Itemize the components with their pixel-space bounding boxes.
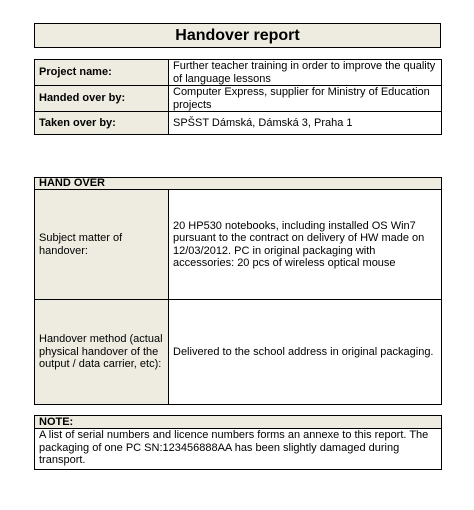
note-table xyxy=(34,415,442,470)
table-row xyxy=(35,429,442,470)
handover-table xyxy=(34,177,442,405)
handover-heading: HAND OVER xyxy=(35,178,442,190)
subject-matter-value: 20 HP530 notebooks, including installed OS Win7 pursuant to the contract on delivery of HW made on 12/03/2012. PC in original packaging with accessories: 20 pcs of wireless optical mouse xyxy=(169,190,442,300)
project-info-table xyxy=(34,59,442,135)
taken-over-by-label: Taken over by: xyxy=(35,112,169,135)
handed-over-by-value: Computer Express, supplier for Ministry of Education projects xyxy=(169,86,442,112)
project-name-label: Project name: xyxy=(35,60,169,86)
taken-over-by-value: SPŠST Dámská, Dámská 3, Praha 1 xyxy=(169,112,442,135)
project-name-value: Further teacher training in order to improve the quality of language lessons xyxy=(169,60,442,86)
note-heading: NOTE: xyxy=(35,416,442,429)
table-row xyxy=(35,416,442,429)
table-row xyxy=(35,178,442,190)
handover-method-value: Delivered to the school address in original packaging. xyxy=(169,300,442,405)
note-text: A list of serial numbers and licence numbers forms an annexe to this report. The packaging of one PC SN:123456888AA has been slightly damaged during transport. xyxy=(35,429,442,470)
table-row xyxy=(35,300,442,405)
table-row xyxy=(35,86,442,112)
report-title: Handover report xyxy=(34,23,441,48)
table-row xyxy=(35,60,442,86)
table-row xyxy=(35,112,442,135)
handed-over-by-label: Handed over by: xyxy=(35,86,169,112)
handover-method-label: Handover method (actual physical handover of the output / data carrier, etc): xyxy=(35,300,169,405)
subject-matter-label: Subject matter of handover: xyxy=(35,190,169,300)
table-row xyxy=(35,190,442,300)
